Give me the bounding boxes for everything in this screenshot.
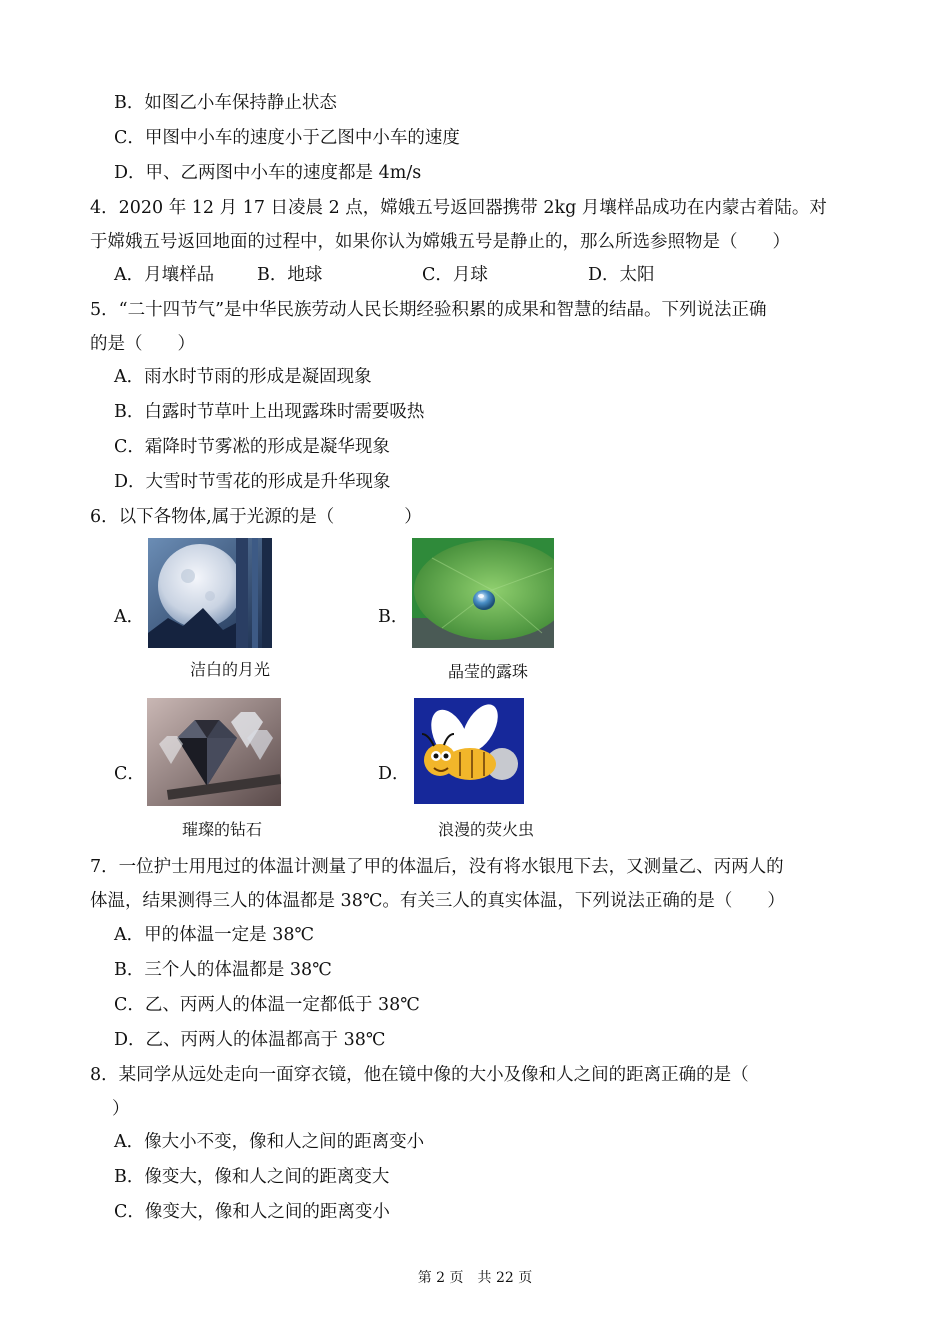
- q6-label-c: C．: [114, 764, 145, 784]
- q4-option-b: B．地球: [257, 265, 323, 285]
- q3-option-b: B．如图乙小车保持静止状态: [114, 93, 337, 113]
- q6-label-a: A．: [114, 607, 145, 627]
- q8-option-b: B．像变大，像和人之间的距离变大: [114, 1167, 390, 1187]
- q6-caption-a: 洁白的月光: [190, 660, 271, 679]
- q7-option-d: D．乙、丙两人的体温都高于 38℃: [114, 1030, 386, 1050]
- q7-stem-line1: 7．一位护士用甩过的体温计测量了甲的体温后，没有将水银甩下去，又测量乙、丙两人的: [90, 857, 784, 877]
- page-footer: 第 2 页 共 22 页: [417, 1270, 533, 1286]
- q8-stem-line1: 8．某同学从远处走向一面穿衣镜，他在镜中像的大小及像和人之间的距离正确的是（: [90, 1065, 749, 1085]
- q4-stem-line1: 4．2020 年 12 月 17 日凌晨 2 点，嫦娥五号返回器携带 2kg 月壤样品成功在内蒙古着陆。对: [90, 198, 827, 218]
- q7-option-b: B．三个人的体温都是 38℃: [114, 960, 332, 980]
- q6-caption-c: 璀璨的钻石: [182, 820, 263, 839]
- q7-option-c: C．乙、丙两人的体温一定都低于 38℃: [114, 995, 420, 1015]
- q6-label-b: B．: [378, 607, 409, 627]
- q4-stem-line2: 于嫦娥五号返回地面的过程中，如果你认为嫦娥五号是静止的，那么所选参照物是（ ）: [90, 232, 790, 252]
- q7-stem-line2: 体温，结果测得三人的体温都是 38℃。有关三人的真实体温，下列说法正确的是（ ）: [90, 891, 785, 911]
- q5-option-c: C．霜降时节雾凇的形成是凝华现象: [114, 437, 390, 457]
- moonlight-image: [148, 538, 272, 648]
- q8-option-a: A．像大小不变，像和人之间的距离变小: [114, 1132, 425, 1152]
- q6-caption-b: 晶莹的露珠: [448, 662, 529, 681]
- q4-option-c: C．月球: [422, 265, 488, 285]
- q5-option-b: B．白露时节草叶上出现露珠时需要吸热: [114, 402, 425, 422]
- q6-label-d: D．: [378, 764, 410, 784]
- q3-option-c: C．甲图中小车的速度小于乙图中小车的速度: [114, 128, 460, 148]
- dewdrop-image: [412, 538, 554, 648]
- diamond-image: [147, 698, 281, 806]
- q6-stem: 6．以下各物体,属于光源的是（ ）: [90, 507, 422, 527]
- firefly-image: [414, 698, 524, 804]
- q4-option-d: D．太阳: [588, 265, 655, 285]
- q8-option-c: C．像变大，像和人之间的距离变小: [114, 1202, 390, 1222]
- q4-option-a: A．月壤样品: [114, 265, 215, 285]
- q6-caption-d: 浪漫的荧火虫: [438, 820, 535, 839]
- q5-option-a: A．雨水时节雨的形成是凝固现象: [114, 367, 372, 387]
- q7-option-a: A．甲的体温一定是 38℃: [114, 925, 315, 945]
- q3-option-d: D．甲、乙两图中小车的速度都是 4m/s: [114, 163, 422, 183]
- q5-stem-line2: 的是（ ）: [90, 334, 195, 354]
- q8-stem-line2: ）: [112, 1099, 130, 1119]
- q5-option-d: D．大雪时节雪花的形成是升华现象: [114, 472, 391, 492]
- q5-stem-line1: 5．“二十四节气”是中华民族劳动人民长期经验积累的成果和智慧的结晶。下列说法正确: [90, 300, 767, 320]
